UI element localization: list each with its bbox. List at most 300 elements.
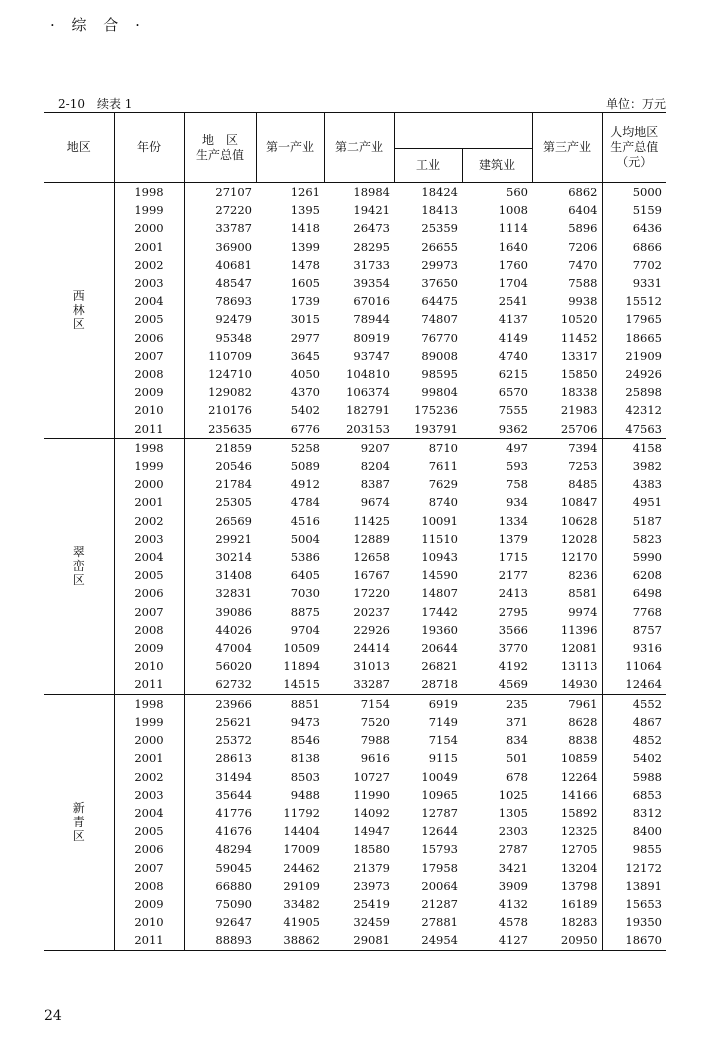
cell-gdp: 32831 bbox=[184, 584, 256, 602]
cell-secondary-industry: 19421 bbox=[353, 203, 390, 218]
header-secondary-spacer bbox=[394, 113, 462, 149]
cell-primary-industry: 24462 bbox=[283, 860, 320, 875]
cell-industry: 193791 bbox=[414, 421, 458, 436]
cell-construction: 1379 bbox=[498, 531, 528, 546]
cell-industry: 10049 bbox=[421, 769, 458, 784]
cell-primary-industry: 4516 bbox=[290, 513, 320, 528]
cell-industry: 89008 bbox=[421, 348, 458, 363]
cell-construction: 2413 bbox=[498, 586, 528, 601]
cell-year: 2000 bbox=[114, 475, 184, 493]
cell-secondary-industry: 67016 bbox=[353, 294, 390, 309]
cell-per-capita-gdp: 42312 bbox=[602, 401, 666, 419]
cell-construction: 1114 bbox=[498, 221, 528, 236]
cell-year: 2002 bbox=[114, 512, 184, 530]
cell-primary-industry: 14404 bbox=[283, 824, 320, 839]
table-row bbox=[44, 675, 666, 694]
table-row bbox=[44, 768, 666, 786]
cell-tertiary-industry: 8236 bbox=[568, 568, 598, 583]
cell-per-capita-gdp: 5159 bbox=[602, 201, 666, 219]
cell-primary-industry: 9488 bbox=[290, 787, 320, 802]
cell-construction: 3566 bbox=[498, 622, 528, 637]
cell-gdp: 39086 bbox=[184, 603, 256, 621]
cell-industry: 6919 bbox=[428, 696, 458, 711]
cell-secondary-industry: 11990 bbox=[353, 787, 390, 802]
cell-tertiary-industry: 20950 bbox=[560, 933, 598, 948]
table-row bbox=[44, 183, 666, 202]
cell-construction: 834 bbox=[506, 733, 528, 748]
cell-secondary-industry: 31733 bbox=[353, 257, 390, 272]
header-per-capita-line2: 生产总值 bbox=[610, 140, 659, 154]
cell-industry: 18424 bbox=[421, 185, 458, 199]
cell-gdp: 62732 bbox=[184, 675, 256, 694]
cell-secondary-industry: 14092 bbox=[353, 805, 390, 820]
cell-primary-industry: 7030 bbox=[290, 586, 320, 601]
cell-industry: 14590 bbox=[421, 568, 458, 583]
cell-per-capita-gdp: 12172 bbox=[602, 859, 666, 877]
cell-gdp: 78693 bbox=[184, 292, 256, 310]
cell-construction: 1008 bbox=[498, 203, 528, 218]
cell-per-capita-gdp: 5988 bbox=[602, 768, 666, 786]
header-construction: 建筑业 bbox=[462, 149, 532, 183]
cell-construction: 9362 bbox=[498, 421, 528, 436]
district-name-text: 西林区 bbox=[72, 289, 85, 332]
cell-per-capita-gdp: 8312 bbox=[602, 804, 666, 822]
header-year: 年份 bbox=[114, 113, 184, 183]
cell-gdp: 29921 bbox=[184, 530, 256, 548]
cell-gdp: 59045 bbox=[184, 859, 256, 877]
cell-per-capita-gdp: 5000 bbox=[602, 183, 666, 202]
cell-tertiary-industry: 18283 bbox=[560, 915, 598, 930]
cell-primary-industry: 5004 bbox=[290, 531, 320, 546]
cell-gdp: 56020 bbox=[184, 657, 256, 675]
cell-per-capita-gdp: 17965 bbox=[602, 310, 666, 328]
cell-per-capita-gdp: 5187 bbox=[602, 512, 666, 530]
cell-industry: 10965 bbox=[421, 787, 458, 802]
table-row bbox=[44, 292, 666, 310]
cell-industry: 7154 bbox=[428, 733, 458, 748]
cell-gdp: 48547 bbox=[184, 274, 256, 292]
cell-tertiary-industry: 8581 bbox=[568, 586, 598, 601]
cell-gdp: 48294 bbox=[184, 840, 256, 858]
table-row bbox=[44, 530, 666, 548]
cell-tertiary-industry: 9938 bbox=[568, 294, 598, 309]
cell-industry: 17958 bbox=[421, 860, 458, 875]
cell-tertiary-industry: 21983 bbox=[560, 403, 598, 418]
cell-construction: 4740 bbox=[498, 348, 528, 363]
cell-gdp: 47004 bbox=[184, 639, 256, 657]
cell-tertiary-industry: 9974 bbox=[568, 604, 598, 619]
cell-industry: 21287 bbox=[421, 896, 458, 911]
cell-tertiary-industry: 10628 bbox=[560, 513, 598, 528]
cell-year: 2004 bbox=[114, 292, 184, 310]
cell-industry: 10091 bbox=[421, 513, 458, 528]
cell-per-capita-gdp: 9855 bbox=[602, 840, 666, 858]
cell-per-capita-gdp: 4158 bbox=[602, 438, 666, 457]
table-row bbox=[44, 877, 666, 895]
cell-primary-industry: 38862 bbox=[283, 933, 320, 948]
cell-per-capita-gdp: 5823 bbox=[602, 530, 666, 548]
cell-construction: 4137 bbox=[498, 312, 528, 327]
cell-tertiary-industry: 5896 bbox=[568, 221, 598, 236]
cell-secondary-industry: 106374 bbox=[346, 385, 390, 400]
cell-gdp: 88893 bbox=[184, 931, 256, 950]
cell-industry: 12644 bbox=[421, 824, 458, 839]
cell-secondary-industry: 8387 bbox=[360, 477, 390, 492]
cell-industry: 12787 bbox=[421, 805, 458, 820]
cell-tertiary-industry: 10520 bbox=[560, 312, 598, 327]
cell-gdp: 25372 bbox=[184, 731, 256, 749]
cell-construction: 1305 bbox=[498, 805, 528, 820]
cell-gdp: 21859 bbox=[184, 438, 256, 457]
cell-secondary-industry: 31013 bbox=[353, 659, 390, 674]
cell-secondary-industry: 10727 bbox=[353, 769, 390, 784]
cell-per-capita-gdp: 4951 bbox=[602, 493, 666, 511]
cell-construction: 3421 bbox=[498, 860, 528, 875]
table-row bbox=[44, 895, 666, 913]
table-row bbox=[44, 786, 666, 804]
table-row bbox=[44, 804, 666, 822]
cell-year: 2003 bbox=[114, 786, 184, 804]
table-row bbox=[44, 420, 666, 439]
cell-primary-industry: 29109 bbox=[283, 878, 320, 893]
cell-construction: 4127 bbox=[498, 933, 528, 948]
table-row bbox=[44, 603, 666, 621]
cell-year: 2001 bbox=[114, 493, 184, 511]
cell-per-capita-gdp: 9316 bbox=[602, 639, 666, 657]
cell-primary-industry: 14515 bbox=[283, 677, 320, 692]
cell-per-capita-gdp: 6436 bbox=[602, 219, 666, 237]
header-per-capita bbox=[602, 113, 666, 183]
cell-industry: 10943 bbox=[421, 550, 458, 565]
cell-construction: 4149 bbox=[498, 330, 528, 345]
cell-year: 1999 bbox=[114, 457, 184, 475]
cell-secondary-industry: 39354 bbox=[353, 276, 390, 291]
cell-secondary-industry: 7988 bbox=[360, 733, 390, 748]
cell-primary-industry: 5258 bbox=[290, 440, 320, 455]
cell-construction: 371 bbox=[506, 714, 528, 729]
table-row bbox=[44, 713, 666, 731]
cell-gdp: 110709 bbox=[184, 347, 256, 365]
cell-secondary-industry: 182791 bbox=[346, 403, 390, 418]
cell-construction: 2303 bbox=[498, 824, 528, 839]
cell-primary-industry: 33482 bbox=[283, 896, 320, 911]
table-row bbox=[44, 401, 666, 419]
cell-construction: 1704 bbox=[498, 276, 528, 291]
cell-year: 2006 bbox=[114, 840, 184, 858]
cell-construction: 497 bbox=[506, 440, 528, 455]
cell-tertiary-industry: 12325 bbox=[560, 824, 598, 839]
cell-year: 2001 bbox=[114, 749, 184, 767]
table-row bbox=[44, 219, 666, 237]
cell-secondary-industry: 32459 bbox=[353, 915, 390, 930]
table-header bbox=[44, 113, 666, 183]
cell-industry: 18413 bbox=[421, 203, 458, 218]
district-block bbox=[44, 694, 666, 950]
cell-construction: 1334 bbox=[498, 513, 528, 528]
cell-year: 2009 bbox=[114, 895, 184, 913]
cell-gdp: 27107 bbox=[184, 183, 256, 202]
cell-gdp: 92647 bbox=[184, 913, 256, 931]
cell-construction: 1715 bbox=[498, 550, 528, 565]
cell-year: 2011 bbox=[114, 675, 184, 694]
cell-construction: 4132 bbox=[498, 896, 528, 911]
cell-year: 1999 bbox=[114, 201, 184, 219]
cell-tertiary-industry: 7206 bbox=[568, 239, 598, 254]
cell-industry: 37650 bbox=[421, 276, 458, 291]
cell-year: 2009 bbox=[114, 639, 184, 657]
cell-year: 2005 bbox=[114, 566, 184, 584]
cell-per-capita-gdp: 15512 bbox=[602, 292, 666, 310]
cell-per-capita-gdp: 4852 bbox=[602, 731, 666, 749]
district-block bbox=[44, 438, 666, 694]
cell-year: 2008 bbox=[114, 365, 184, 383]
table-row bbox=[44, 859, 666, 877]
cell-tertiary-industry: 25706 bbox=[560, 421, 598, 436]
district-name bbox=[44, 438, 114, 694]
cell-secondary-industry: 7520 bbox=[360, 714, 390, 729]
table-row bbox=[44, 457, 666, 475]
header-gdp-line1: 地 区 bbox=[201, 132, 238, 147]
cell-secondary-industry: 26473 bbox=[353, 221, 390, 236]
cell-tertiary-industry: 7394 bbox=[568, 440, 598, 455]
cell-per-capita-gdp: 6208 bbox=[602, 566, 666, 584]
header-primary: 第一产业 bbox=[256, 113, 324, 183]
cell-gdp: 124710 bbox=[184, 365, 256, 383]
cell-year: 1998 bbox=[114, 438, 184, 457]
cell-secondary-industry: 203153 bbox=[346, 421, 390, 436]
cell-secondary-industry: 11425 bbox=[353, 513, 390, 528]
cell-primary-industry: 11792 bbox=[283, 805, 320, 820]
district-block bbox=[44, 183, 666, 439]
cell-tertiary-industry: 7253 bbox=[568, 459, 598, 474]
cell-per-capita-gdp: 9331 bbox=[602, 274, 666, 292]
cell-tertiary-industry: 8485 bbox=[568, 477, 598, 492]
cell-tertiary-industry: 12028 bbox=[560, 531, 598, 546]
cell-year: 2004 bbox=[114, 548, 184, 566]
cell-construction: 4569 bbox=[498, 677, 528, 692]
cell-industry: 28718 bbox=[421, 677, 458, 692]
cell-construction: 501 bbox=[506, 751, 528, 766]
cell-gdp: 27220 bbox=[184, 201, 256, 219]
cell-per-capita-gdp: 13891 bbox=[602, 877, 666, 895]
header-region: 地区 bbox=[66, 140, 91, 154]
cell-secondary-industry: 17220 bbox=[353, 586, 390, 601]
cell-secondary-industry: 21379 bbox=[353, 860, 390, 875]
cell-secondary-industry: 14947 bbox=[353, 824, 390, 839]
cell-tertiary-industry: 13798 bbox=[560, 878, 598, 893]
cell-gdp: 36900 bbox=[184, 238, 256, 256]
cell-per-capita-gdp: 4552 bbox=[602, 694, 666, 713]
cell-industry: 27881 bbox=[421, 915, 458, 930]
table-row bbox=[44, 238, 666, 256]
section-header: · 综 合 · bbox=[50, 16, 146, 34]
cell-gdp: 41676 bbox=[184, 822, 256, 840]
cell-primary-industry: 1478 bbox=[290, 257, 320, 272]
cell-secondary-industry: 18580 bbox=[353, 842, 390, 857]
cell-gdp: 20546 bbox=[184, 457, 256, 475]
cell-secondary-industry: 29081 bbox=[353, 933, 390, 948]
cell-tertiary-industry: 11396 bbox=[560, 622, 598, 637]
cell-year: 2002 bbox=[114, 768, 184, 786]
table-row bbox=[44, 548, 666, 566]
cell-industry: 98595 bbox=[421, 367, 458, 382]
table-row bbox=[44, 512, 666, 530]
cell-secondary-industry: 9616 bbox=[360, 751, 390, 766]
cell-year: 2002 bbox=[114, 256, 184, 274]
cell-tertiary-industry: 13113 bbox=[560, 659, 598, 674]
table-row bbox=[44, 274, 666, 292]
table-row bbox=[44, 365, 666, 383]
cell-gdp: 30214 bbox=[184, 548, 256, 566]
cell-year: 1998 bbox=[114, 694, 184, 713]
header-tertiary: 第三产业 bbox=[532, 113, 602, 183]
cell-per-capita-gdp: 7702 bbox=[602, 256, 666, 274]
cell-gdp: 129082 bbox=[184, 383, 256, 401]
cell-construction: 6570 bbox=[498, 385, 528, 400]
cell-gdp: 28613 bbox=[184, 749, 256, 767]
cell-per-capita-gdp: 4383 bbox=[602, 475, 666, 493]
cell-primary-industry: 8138 bbox=[290, 751, 320, 766]
table-row bbox=[44, 694, 666, 713]
cell-gdp: 92479 bbox=[184, 310, 256, 328]
cell-secondary-industry: 8204 bbox=[360, 459, 390, 474]
cell-per-capita-gdp: 6498 bbox=[602, 584, 666, 602]
cell-gdp: 33787 bbox=[184, 219, 256, 237]
cell-primary-industry: 9704 bbox=[290, 622, 320, 637]
cell-industry: 25359 bbox=[421, 221, 458, 236]
table-row bbox=[44, 639, 666, 657]
cell-year: 2010 bbox=[114, 401, 184, 419]
district-name-text: 新青区 bbox=[72, 801, 85, 844]
cell-primary-industry: 1399 bbox=[290, 239, 320, 254]
cell-industry: 7149 bbox=[428, 714, 458, 729]
cell-secondary-industry: 28295 bbox=[353, 239, 390, 254]
cell-tertiary-industry: 8628 bbox=[568, 714, 598, 729]
cell-year: 2005 bbox=[114, 822, 184, 840]
cell-tertiary-industry: 6404 bbox=[568, 203, 598, 218]
cell-year: 2008 bbox=[114, 621, 184, 639]
cell-gdp: 31494 bbox=[184, 768, 256, 786]
cell-secondary-industry: 78944 bbox=[353, 312, 390, 327]
cell-construction: 235 bbox=[506, 696, 528, 711]
page-number: 24 bbox=[44, 1008, 62, 1024]
cell-primary-industry: 17009 bbox=[283, 842, 320, 857]
cell-per-capita-gdp: 8757 bbox=[602, 621, 666, 639]
cell-primary-industry: 1395 bbox=[290, 203, 320, 218]
cell-primary-industry: 4050 bbox=[290, 367, 320, 382]
cell-primary-industry: 1739 bbox=[290, 294, 320, 309]
table-row bbox=[44, 731, 666, 749]
cell-construction: 1640 bbox=[498, 239, 528, 254]
cell-tertiary-industry: 12264 bbox=[560, 769, 598, 784]
cell-construction: 3909 bbox=[498, 878, 528, 893]
cell-tertiary-industry: 7961 bbox=[568, 696, 598, 711]
table-row bbox=[44, 584, 666, 602]
table-row bbox=[44, 566, 666, 584]
district-name bbox=[44, 183, 114, 439]
cell-industry: 175236 bbox=[414, 403, 458, 418]
cell-per-capita-gdp: 8400 bbox=[602, 822, 666, 840]
table-row bbox=[44, 840, 666, 858]
cell-primary-industry: 1418 bbox=[290, 221, 320, 236]
table-row bbox=[44, 493, 666, 511]
cell-secondary-industry: 80919 bbox=[353, 330, 390, 345]
table-row bbox=[44, 822, 666, 840]
header-gdp-line2: 生产总值 bbox=[195, 147, 244, 162]
cell-per-capita-gdp: 12464 bbox=[602, 675, 666, 694]
cell-gdp: 23966 bbox=[184, 694, 256, 713]
cell-per-capita-gdp: 6853 bbox=[602, 786, 666, 804]
cell-tertiary-industry: 14166 bbox=[560, 787, 598, 802]
cell-primary-industry: 10509 bbox=[283, 641, 320, 656]
cell-tertiary-industry: 12081 bbox=[560, 641, 598, 656]
cell-construction: 4192 bbox=[498, 659, 528, 674]
cell-construction: 2177 bbox=[498, 568, 528, 583]
cell-tertiary-industry: 8838 bbox=[568, 733, 598, 748]
cell-secondary-industry: 25419 bbox=[353, 896, 390, 911]
cell-industry: 11510 bbox=[421, 531, 458, 546]
cell-primary-industry: 11894 bbox=[283, 659, 320, 674]
cell-secondary-industry: 12889 bbox=[353, 531, 390, 546]
cell-per-capita-gdp: 47563 bbox=[602, 420, 666, 439]
cell-tertiary-industry: 12705 bbox=[560, 842, 598, 857]
cell-secondary-industry: 104810 bbox=[346, 367, 390, 382]
cell-industry: 8740 bbox=[428, 495, 458, 510]
cell-year: 2000 bbox=[114, 731, 184, 749]
cell-per-capita-gdp: 18670 bbox=[602, 931, 666, 950]
table-row bbox=[44, 657, 666, 675]
cell-industry: 9115 bbox=[428, 751, 458, 766]
cell-construction: 2787 bbox=[498, 842, 528, 857]
cell-construction: 2795 bbox=[498, 604, 528, 619]
cell-secondary-industry: 9674 bbox=[360, 495, 390, 510]
cell-construction: 3770 bbox=[498, 641, 528, 656]
cell-construction: 4578 bbox=[498, 915, 528, 930]
cell-construction: 2541 bbox=[498, 294, 528, 309]
cell-primary-industry: 8851 bbox=[290, 696, 320, 711]
cell-tertiary-industry: 6862 bbox=[568, 185, 598, 199]
cell-per-capita-gdp: 5990 bbox=[602, 548, 666, 566]
cell-primary-industry: 8503 bbox=[290, 769, 320, 784]
cell-secondary-industry: 12658 bbox=[353, 550, 390, 565]
cell-primary-industry: 6776 bbox=[290, 421, 320, 436]
cell-year: 2003 bbox=[114, 274, 184, 292]
cell-construction: 758 bbox=[506, 477, 528, 492]
cell-tertiary-industry: 15850 bbox=[560, 367, 598, 382]
cell-per-capita-gdp: 5402 bbox=[602, 749, 666, 767]
cell-construction: 1025 bbox=[498, 787, 528, 802]
cell-gdp: 210176 bbox=[184, 401, 256, 419]
cell-year: 2005 bbox=[114, 310, 184, 328]
cell-gdp: 66880 bbox=[184, 877, 256, 895]
cell-primary-industry: 5402 bbox=[290, 403, 320, 418]
cell-industry: 26655 bbox=[421, 239, 458, 254]
cell-year: 2006 bbox=[114, 584, 184, 602]
cell-tertiary-industry: 13317 bbox=[560, 348, 598, 363]
table-row bbox=[44, 931, 666, 950]
cell-gdp: 75090 bbox=[184, 895, 256, 913]
header-per-capita-line1: 人均地区 bbox=[610, 125, 659, 139]
cell-per-capita-gdp: 19350 bbox=[602, 913, 666, 931]
cell-industry: 24954 bbox=[421, 933, 458, 948]
district-name bbox=[44, 694, 114, 950]
cell-gdp: 41776 bbox=[184, 804, 256, 822]
cell-industry: 74807 bbox=[421, 312, 458, 327]
cell-gdp: 40681 bbox=[184, 256, 256, 274]
cell-year: 2011 bbox=[114, 420, 184, 439]
cell-construction: 593 bbox=[506, 459, 528, 474]
cell-secondary-industry: 33287 bbox=[353, 677, 390, 692]
